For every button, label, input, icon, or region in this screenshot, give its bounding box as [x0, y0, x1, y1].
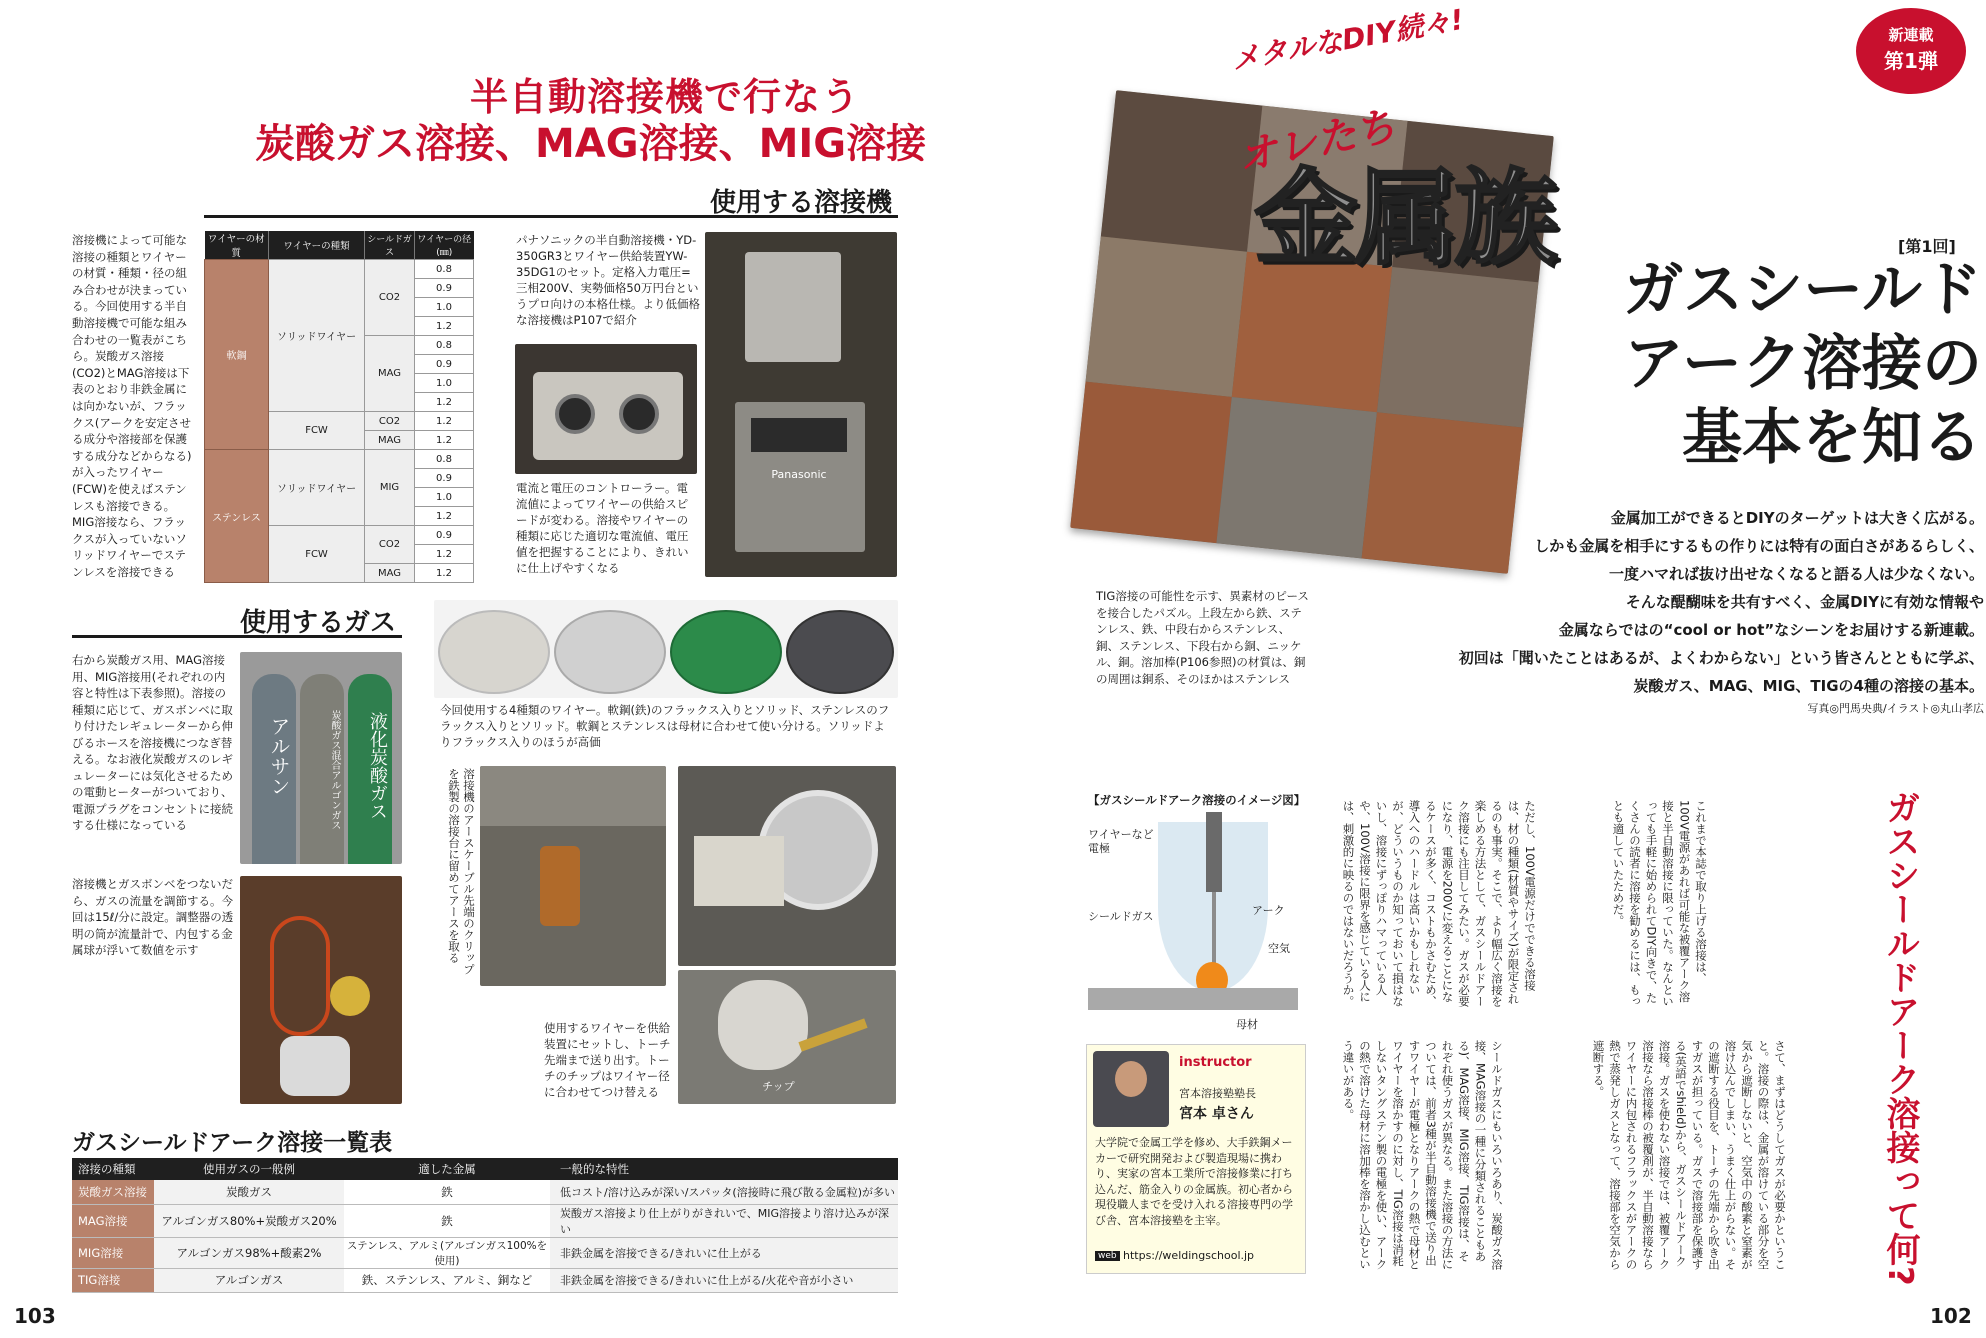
dia: 1.2	[415, 545, 474, 564]
torch-caption: 使用するワイヤーを供給装置にセットし、トーチ先端まで送り出す。トーチのチップはワイヤー径に合わせてつけ替える	[544, 1021, 671, 1099]
diagram-label-air: 空気	[1268, 942, 1290, 955]
list-type: TIG溶接	[72, 1268, 154, 1292]
material-steel: 軟鋼	[205, 260, 269, 450]
lth-type: 溶接の種類	[78, 1162, 136, 1176]
material-stainless: ステンレス	[205, 450, 269, 583]
left-page	[0, 0, 927, 1338]
dia: 1.0	[415, 374, 474, 393]
th-type: ワイヤーの種類	[269, 231, 365, 260]
feeder-photo	[678, 766, 896, 966]
instructor-name: 宮本 卓さん	[1179, 1106, 1254, 1122]
list-gas: アルゴンガス	[154, 1268, 344, 1292]
lead-line: 炭酸ガス、MAG、MIG、TIGの4種の溶接の基本。	[1633, 677, 1984, 695]
list-type: MAG溶接	[72, 1204, 154, 1237]
welding-machine-photo	[705, 232, 897, 577]
instructor-title: 宮本溶接塾塾長	[1179, 1087, 1256, 1100]
dia: 0.9	[415, 526, 474, 545]
dia: 0.9	[415, 279, 474, 298]
type-solid-stainless: ソリッドワイヤー	[269, 450, 365, 526]
headline-line3: 基本を知る	[1682, 403, 1982, 473]
wire-spools-photo	[434, 600, 898, 698]
list-gas: アルゴンガス80%+炭酸ガス20%	[154, 1204, 344, 1237]
cylinder-label-mix: 炭酸ガス混合アルゴンガス	[329, 710, 340, 830]
list-metal: 鉄	[441, 1184, 453, 1199]
list-feature: 非鉄金属を溶接できる/きれいに仕上がる	[550, 1237, 898, 1268]
page-number-right: 102	[1930, 1304, 1972, 1328]
lead-line: しかも金属を相手にするもの作りには特有の面白さがあるらしく、	[1534, 537, 1984, 555]
logo-small: オレたち	[1233, 102, 1400, 182]
puzzle-caption: TIG溶接の可能性を示す、異素材のピースを接合したパズル。上段左から鉄、ステンレス、鉄、中段右からステンレス、銅、ステンレス、下段右から銅、ニッケル、銅。溶加棒(P106参照)の材質は、銅の周囲は銅系、そのほかはステンレス	[1096, 589, 1309, 686]
type-fcw-stainless: FCW	[269, 526, 365, 583]
series-no: 第1弾	[1884, 49, 1938, 73]
clip-caption: 溶接機のアースケーブル先端のクリップを鉄製の溶接台に留めてアースを取る	[447, 768, 476, 975]
welding-diagram	[1088, 812, 1298, 1032]
section-machine-heading: 使用する溶接機	[204, 180, 898, 218]
gas-co2-c: CO2	[365, 526, 415, 564]
dia: 0.8	[415, 260, 474, 279]
dia: 1.2	[415, 564, 474, 583]
machine-caption: パナソニックの半自動溶接機・YD-350GR3とワイヤー供給装置YW-35DG1のセット。定格入力電圧=三相200V、実勢価格50万円台というプロ向けの本格仕様。より低価格な溶接機はP107で紹介	[516, 233, 700, 327]
list-feature: 炭酸ガス溶接より仕上がりがきれいで、MIG溶接より溶け込みが深い	[550, 1204, 898, 1237]
instructor-tag: instructor	[1179, 1055, 1252, 1070]
kicker: メタルなDIY続々!	[1229, 2, 1467, 77]
th-gas: シールドガス	[365, 231, 415, 260]
list-metal: ステンレス、アルミ(アルゴンガス100%を使用)	[346, 1239, 548, 1267]
list-gas: 炭酸ガス	[154, 1180, 344, 1204]
type-solid-steel: ソリッドワイヤー	[269, 260, 365, 412]
list-gas: アルゴンガス98%+酸素2%	[154, 1237, 344, 1268]
body-column-4: シールドガスにもいろいろあり、炭酸ガス溶接、MAG溶接の一種に分類されることもある)、MAG溶接、MIG溶接、TIG溶接は、それぞれ使うガスが異なる。また溶接の方法については、前者3種が半自動溶接機で送り出すワイヤーが電極となりアークの熱で母材とワイヤーを溶かすのに対し、TIG溶接は消耗しないタングステン製の電極を使い、アークの熱で溶けた母材に溶加棒を溶かし込むという違いがある。	[1341, 1040, 1504, 1270]
cylinder-label-argon: アルサン	[267, 716, 291, 796]
logo-big: 金属族	[1254, 157, 1555, 279]
dia: 1.2	[415, 431, 474, 450]
episode-label: [第1回]	[1898, 237, 1956, 256]
lead-line: 初回は「聞いたことはあるが、よくわからない」という皆さんとともに学ぶ、	[1458, 649, 1984, 667]
wire-caption: 今回使用する4種類のワイヤー。軟鋼(鉄)のフラックス入りとソリッド、ステンレスのフラックス入りとソリッド。軟鋼とステンレスは母材に合わせて使い分ける。ソリッドよりフラックス入りのほうが高価	[440, 703, 890, 749]
gas-co2-a: CO2	[365, 260, 415, 336]
gas-co2-b: CO2	[365, 412, 415, 431]
diagram-title: 【ガスシールドアーク溶接のイメージ図】	[1088, 793, 1306, 807]
instructor-photo	[1093, 1051, 1169, 1127]
body-column-1: これまで本誌で取り上げる溶接は、100V電源があれば可能な被覆アーク溶接と半自動溶接に限っていた。なんといっても手軽に始められてDIY向きで、たくさんの読者に溶接を勧めるには、もっとも適していたためだ。	[1611, 800, 1708, 1007]
page-number-left: 103	[14, 1304, 56, 1328]
new-series-text: 新連載	[1888, 26, 1934, 44]
welding-types-table	[72, 1158, 898, 1293]
list-metal: 鉄	[441, 1213, 453, 1228]
chip-label: チップ	[762, 1080, 795, 1093]
dia: 1.2	[415, 317, 474, 336]
lth-metal: 適した金属	[418, 1162, 476, 1176]
right-page	[1000, 0, 1986, 1338]
dia: 1.2	[415, 507, 474, 526]
list-feature: 非鉄金属を溶接できる/きれいに仕上がる/火花や音が小さい	[550, 1268, 898, 1292]
dia: 0.9	[415, 469, 474, 488]
instructor-box	[1086, 1044, 1306, 1274]
gas-mag-c: MAG	[365, 564, 415, 583]
list-feature: 低コスト/溶け込みが深い/スパッタ(溶接時に飛び散る金属粒)が多い	[550, 1180, 898, 1204]
gas-mag-b: MAG	[365, 431, 415, 450]
type-fcw-steel: FCW	[269, 412, 365, 450]
diagram-label-arc: アーク	[1252, 904, 1285, 917]
controller-caption: 電流と電圧のコントローラー。電流値によってワイヤーの供給スピードが変わる。溶接やワイヤーの種類に応じた適切な電流値、電圧値を把握することにより、きれいに仕上げやすくなる	[516, 481, 689, 575]
instructor-bio: 大学院で金属工学を修め、大手鉄鋼メーカーで研究開発および製造現場に携わり、実家の宮本工業所で溶接修業に打ち込んだ、筋金入りの金属族。初心者から現役職人までを受け入れる溶接専門の学び舎、宮本溶接塾を主宰。	[1095, 1136, 1293, 1227]
section-gas-heading: 使用するガス	[72, 600, 402, 638]
gas-text: 右から炭酸ガス用、MAG溶接用、MIG溶接用(それぞれの内容と特性は下表参照)。溶接の種類に応じて、ガスボンベに取り付けたレギュレーターから伸びるホースを溶接機につなぎ替える。なお液化炭酸ガスのレギュレーターには気化させるための電動ヒーターがついており、電源プラグをコンセントに接続する仕様になっている	[72, 653, 233, 832]
list-title: ガスシールドアーク溶接一覧表	[72, 1130, 393, 1156]
dia: 0.8	[415, 336, 474, 355]
list-metal: 鉄、ステンレス、アルミ、銅など	[361, 1273, 533, 1287]
lth-feature: 一般的な特性	[560, 1162, 629, 1176]
dia: 1.0	[415, 488, 474, 507]
diagram-label-wire: ワイヤーなど電極	[1088, 828, 1154, 855]
gas-mig: MIG	[365, 450, 415, 526]
instructor-url: https://weldingschool.jp	[1123, 1249, 1255, 1262]
lth-gas: 使用ガスの一般例	[203, 1162, 295, 1176]
list-type: 炭酸ガス溶接	[72, 1180, 154, 1204]
dia: 1.2	[415, 412, 474, 431]
web-tag: web	[1095, 1251, 1120, 1261]
credit: 写真◎門馬央典/イラスト◎丸山孝広	[1807, 702, 1984, 715]
controller-photo	[515, 344, 697, 474]
vertical-heading: ガスシールドアーク溶接って何?	[1880, 790, 1920, 1286]
torch-photo	[678, 970, 896, 1104]
regulator-caption: 溶接機とガスボンベをつないだら、ガスの流量を調節する。今回は15ℓ/分に設定。調整器の透明の筒が流量計で、内包する金属球が浮いて数値を示す	[72, 877, 234, 957]
lead-line: 金属加工ができるとDIYのターゲットは大きく広がる。	[1610, 509, 1984, 527]
lead-line: 一度ハマれば抜け出せなくなると語る人は少なくない。	[1608, 565, 1984, 583]
panasonic-label: Panasonic	[771, 468, 827, 481]
diagram-label-base: 母材	[1236, 1018, 1258, 1031]
dia: 0.8	[415, 450, 474, 469]
diagram-label-shield: シールドガス	[1088, 910, 1154, 923]
th-diameter: ワイヤーの径(㎜)	[417, 235, 472, 258]
body-column-2: ただし、100V電源だけでできる溶接は、材の種類(材質やサイズ)が限定されるのも事実。そこで、より幅広く溶接を楽しめる方法として、ガスシールドアーク溶接にも注目してみたい。ガスが必要になり、電源を200Vに変えることになるケースが多く、コストもかさむため、導入へのハードルは高いかもしれないが、どういうものか知っておいて損はないし、溶接にずっぽりハマっている人や、100V溶接に限界を感じている人には、刺激的に映るのではないだろうか。	[1341, 800, 1537, 1007]
dia: 0.9	[415, 355, 474, 374]
clip-photo	[480, 766, 666, 986]
lead-line: そんな醍醐味を共有すべく、金属DIYに有効な情報や	[1625, 593, 1984, 611]
gas-mag-a: MAG	[365, 336, 415, 412]
regulator-photo	[240, 876, 402, 1104]
lead-text	[1300, 504, 1984, 700]
cylinder-label-co2: 液化炭酸ガス	[367, 712, 388, 820]
list-type: MIG溶接	[72, 1237, 154, 1268]
lead-line: 金属ならではの“cool or hot”なシーンをお届けする新連載。	[1558, 621, 1984, 639]
body-column-3: さて、まずはどうしてガスが必要かということ。溶接の際は、金属が溶けている部分を空気から遮断しないと、空気中の酸素と窒素が溶け込んでしまい、うまく仕上がらない。その遮断する役目を、トーチの先端から吹き出すガスが担っている。ガスで溶接部を保護する(英語でshield)から、ガスシールドアーク溶接。ガスを使わない溶接では、被覆アーク溶接なら溶接棒の被覆剤が、半自動溶接ならワイヤーに内包されるフラックスがアークの熱で蒸発しガスとなって、溶接部を空気から遮断する。	[1591, 1040, 1787, 1270]
dia: 1.2	[415, 393, 474, 412]
page-title-line2: 炭酸ガス溶接、MAG溶接、MIG溶接	[255, 121, 927, 167]
dia: 1.0	[415, 298, 474, 317]
gas-cylinders-photo	[240, 652, 402, 864]
headline-line1: ガスシールド	[1623, 255, 1982, 325]
th-material: ワイヤーの材質	[205, 231, 269, 260]
wire-combination-table	[204, 231, 474, 583]
headline-line2: アーク溶接の	[1623, 329, 1982, 399]
intro-text: 溶接機によって可能な溶接の種類とワイヤーの材質・種類・径の組み合わせが決まっている。今回使用する半自動溶接機で可能な組み合わせの一覧表がこちら。炭酸ガス溶接(CO2)とMAG溶接は下表のとおり非鉄金属には向かないが、フラックス(アークを安定させる成分や溶接部を保護する成分などからなる)が入ったワイヤー(FCW)を使えばステンレスも溶接できる。MIG溶接なら、フラックスが入っていないソリッドワイヤーでステンレスを溶接できる	[72, 233, 192, 579]
page-title-line1: 半自動溶接機で行なう	[470, 75, 861, 119]
